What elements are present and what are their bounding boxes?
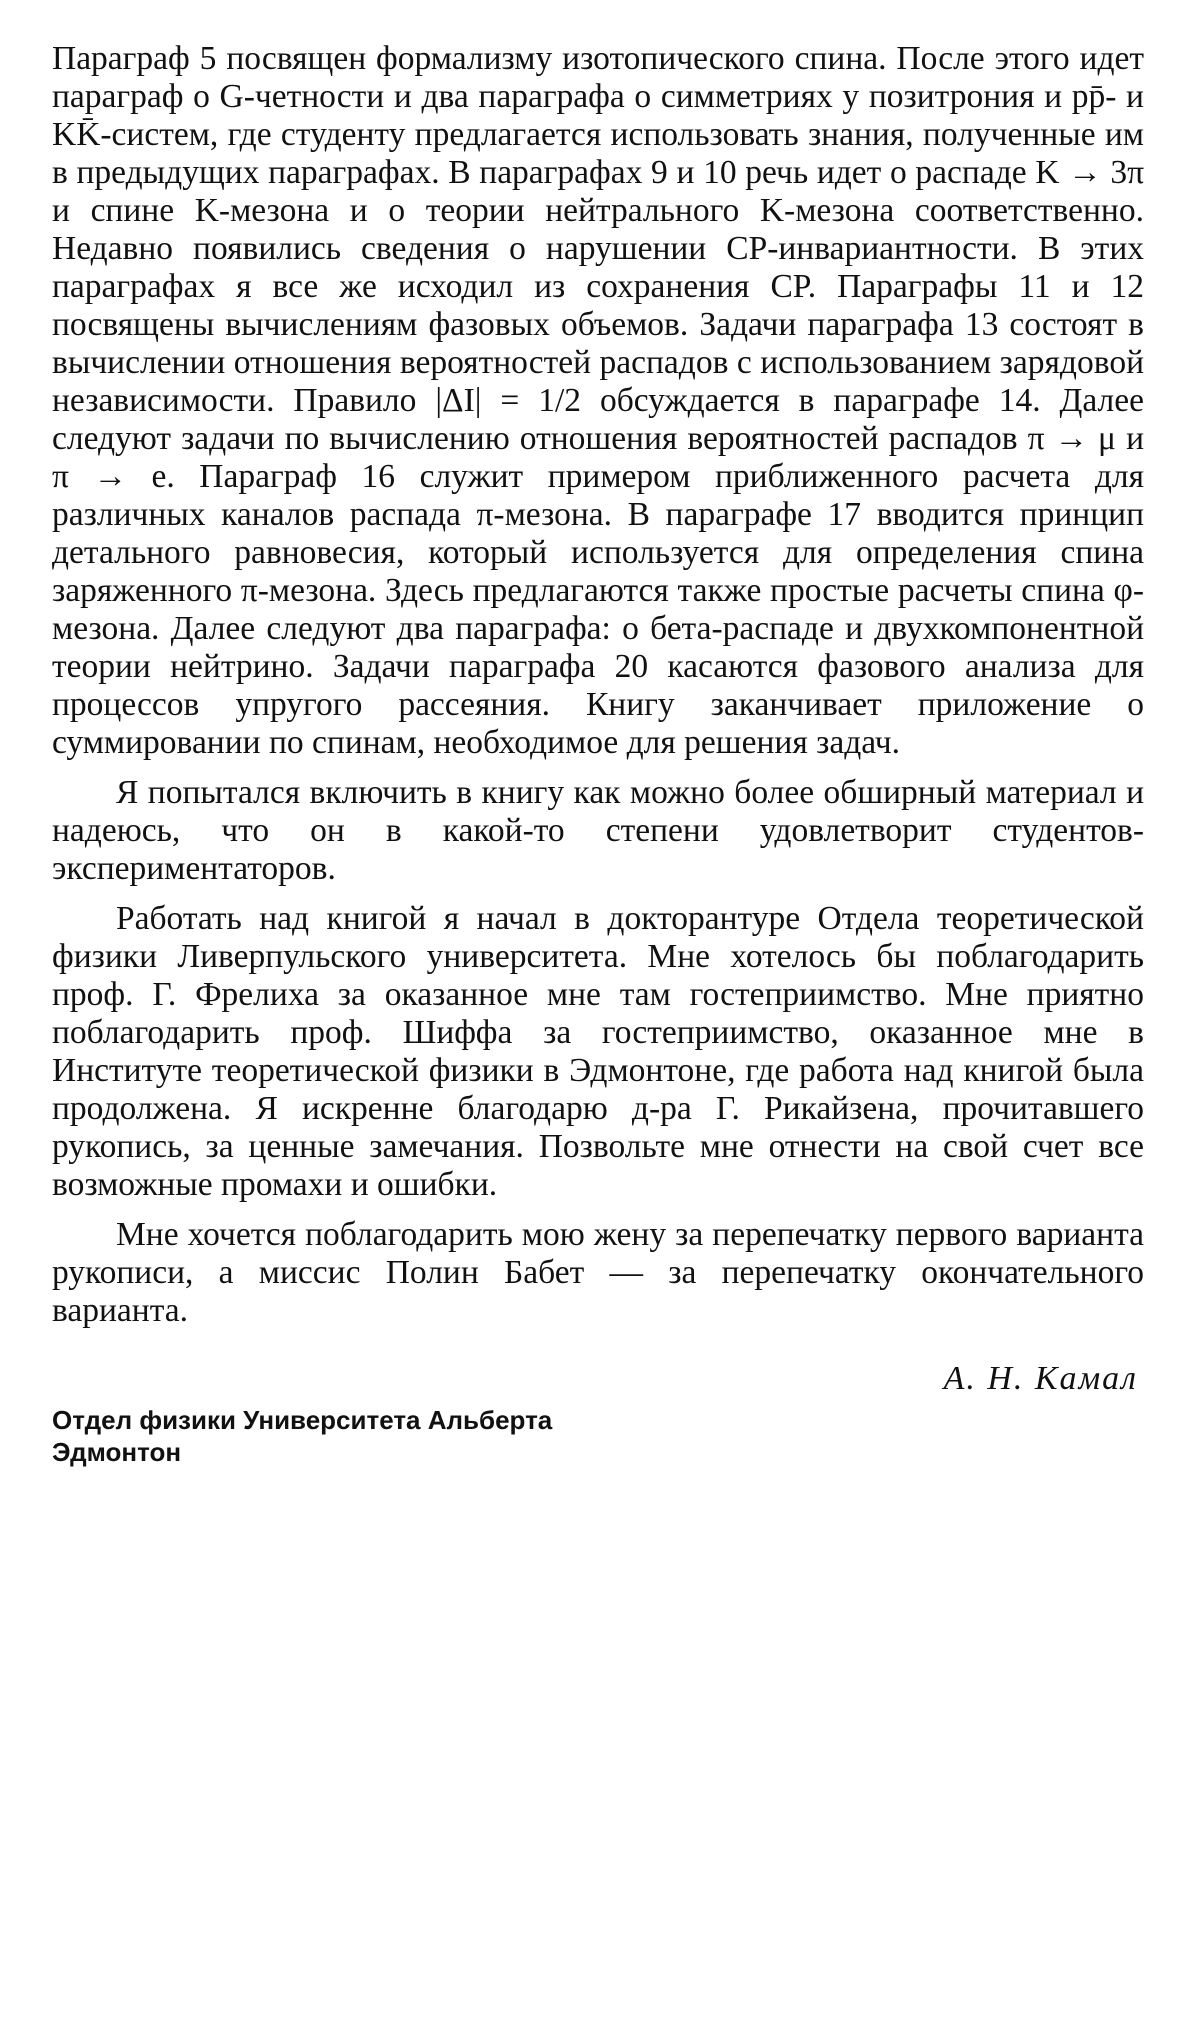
author-affiliation — [52, 1404, 1144, 1468]
affiliation-department: Отдел физики Университета Альберта — [52, 1405, 553, 1435]
author-signature: А. Н. Камал — [943, 1360, 1138, 1397]
book-page — [52, 40, 1144, 1468]
paragraph-2: Я попытался включить в книгу как можно более обширный материал и надеюсь, что он в какой-то степени удовлетворит студентов-экспериментаторов. — [52, 774, 1144, 887]
paragraph-1: Параграф 5 посвящен формализму изотопического спина. После этого идет параграф о G-четности и два параграфа о симметриях у позитрония и pp̄- и KK̄-систем, где студенту предлагается использовать знания, полученные им в предыдущих параграфах. В параграфах 9 и 10 речь идет о распаде K → 3π и спине K-мезона и о теории нейтрального K-мезона соответственно. Недавно появились сведения о нарушении CP-инвариантности. В этих параграфах я все же исходил из сохранения CP. Параграфы 11 и 12 посвящены вычислениям фазовых объемов. Задачи параграфа 13 состоят в вычислении отношения вероятностей распадов с использованием зарядовой независимости. Правило |ΔI| = 1/2 обсуждается в параграфе 14. Далее следуют задачи по вычислению отношения вероятностей распадов π → μ и π → e. Параграф 16 служит примером приближенного расчета для различных каналов распада π-мезона. В параграфе 17 вводится принцип детального равновесия, который используется для определения спина заряженного π-мезона. Здесь предлагаются также простые расчеты спина φ-мезона. Далее следуют два параграфа: о бета-распаде и двухкомпонентной теории нейтрино. Задачи параграфа 20 касаются фазового анализа для процессов упругого рассеяния. Книгу заканчивает приложение о суммировании по спинам, необходимое для решения задач. — [52, 40, 1144, 761]
affiliation-city: Эдмонтон — [52, 1437, 182, 1467]
paragraph-4: Мне хочется поблагодарить мою жену за перепечатку первого варианта рукописи, а миссис Полин Бабет — за перепечатку окончательного варианта. — [52, 1216, 1144, 1329]
paragraph-3: Работать над книгой я начал в докторантуре Отдела теоретической физики Ливерпульского университета. Мне хотелось бы поблагодарить проф. Г. Фрелиха за оказанное мне там гостеприимство. Мне приятно поблагодарить проф. Шиффа за гостеприимство, оказанное мне в Институте теоретической физики в Эдмонтоне, где работа над книгой была продолжена. Я искренне благодарю д-ра Г. Рикайзена, прочитавшего рукопись, за ценные замечания. Позвольте мне отнести на свой счет все возможные промахи и ошибки. — [52, 900, 1144, 1203]
